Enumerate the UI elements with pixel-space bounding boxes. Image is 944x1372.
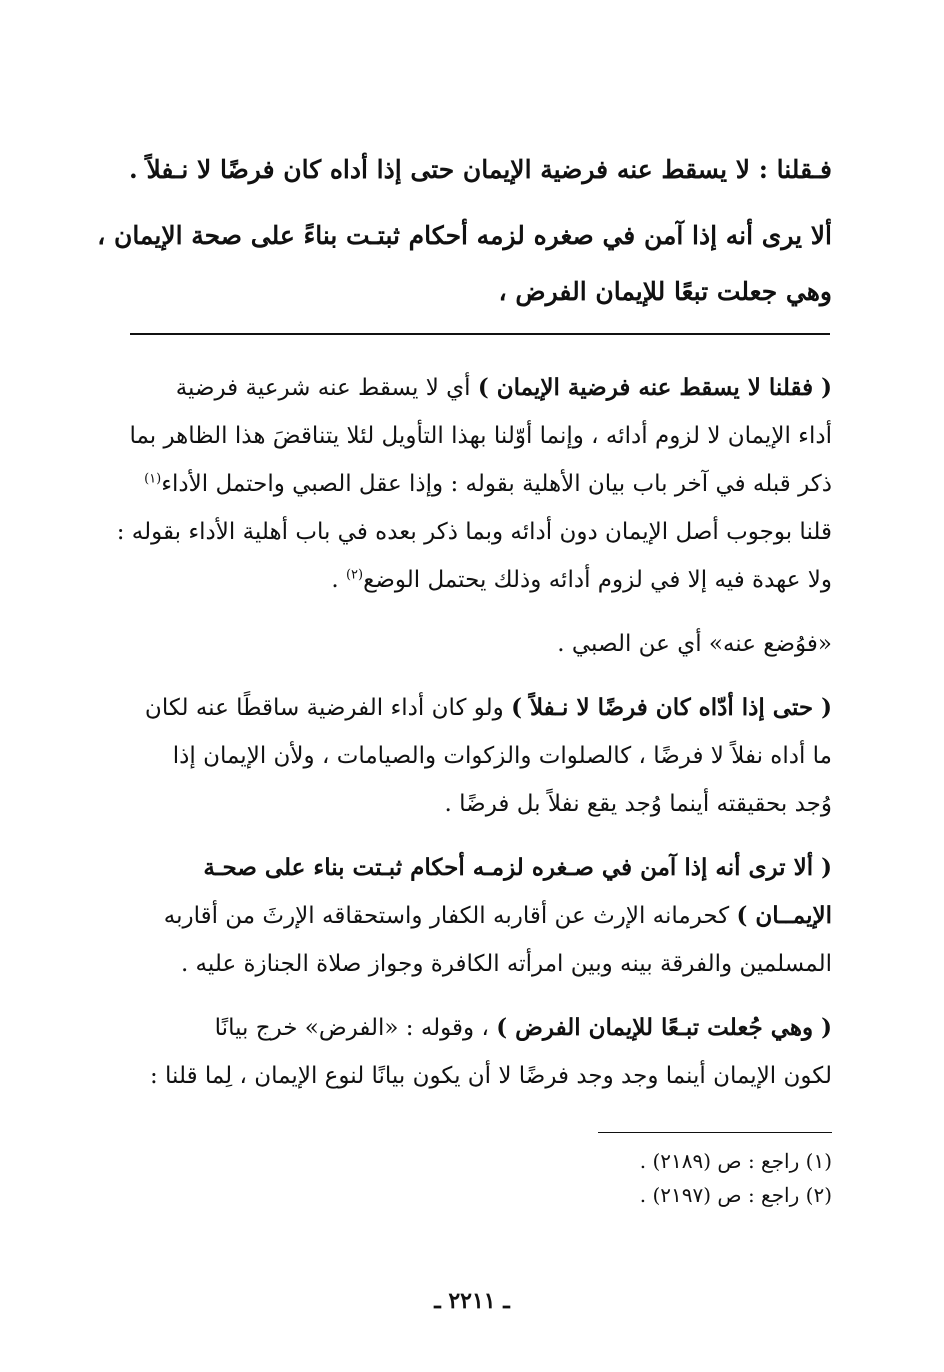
quoted-matn: ( حتى إذا أدّاه كان فرضًا لا نـفلاً ): [511, 694, 832, 721]
commentary-block: [102, 364, 832, 1116]
commentary-paragraph-5: [102, 1004, 832, 1100]
quoted-matn: ( وهي جُعلت تبـعًا للإيمان الفرض ): [496, 1014, 832, 1041]
commentary-text: ولو كان أداء الفرضية ساقطًا عنه لكان: [144, 695, 512, 721]
quoted-matn: ( فقلنا لا يسقط عنه فرضية الإيمان ): [477, 374, 832, 401]
quoted-matn: الإيمــان ): [736, 902, 832, 929]
commentary-p3-line-2: ما أداه نفلاً لا فرضًا ، كالصلوات والزكوات والصيامات ، ولأن الإيمان إذا: [172, 743, 832, 769]
footnote-separator: [598, 1132, 832, 1133]
commentary-p1-line-3: [102, 460, 832, 508]
commentary-p1-line-1: [102, 364, 832, 412]
footnote-2: (٢) راجع : ص (٢١٩٧) .: [639, 1183, 832, 1207]
commentary-text: ذكر قبله في آخر باب بيان الأهلية بقوله : وإذا عقل الصبي واحتمل الأداء: [161, 471, 832, 497]
footnotes: [432, 1144, 832, 1212]
matn-block: [97, 142, 832, 320]
commentary-paragraph-4: [102, 844, 832, 988]
commentary-text: ، وقوله : «الفرض» خرج بيانًا: [214, 1015, 497, 1041]
commentary-text: .: [331, 567, 346, 593]
matn-line-2: ألا يرى أنه إذا آمن في صغره لزمه أحكام ثبتـت بناءً على صحة الإيمان ،: [97, 221, 832, 250]
footnote-marker-1: (١): [144, 471, 162, 487]
separator-rule: [130, 333, 830, 335]
page-number: ـ ٢٢١١ ـ: [434, 1288, 510, 1314]
footnote-1: (١) راجع : ص (٢١٨٩) .: [639, 1149, 832, 1173]
commentary-text: ولا عهدة فيه إلا في لزوم أدائه وذلك يحتمل الوضع: [363, 567, 832, 593]
commentary-p3-line-1: [102, 684, 832, 732]
commentary-p4-line-2: [102, 892, 832, 940]
commentary-p3-line-3: وُجد بحقيقته أينما وُجد يقع نفلاً بل فرضًا .: [444, 791, 832, 817]
commentary-p1-line-2: أداء الإيمان لا لزوم أدائه ، وإنما أوّلنا بهذا التأويل لئلا يتناقضَ هذا الظاهر بما: [129, 423, 832, 449]
commentary-paragraph-2: [102, 620, 832, 668]
commentary-p1-line-5: [102, 556, 832, 604]
commentary-text: أي لا يسقط عنه شرعية فرضية: [175, 375, 478, 401]
matn-line-1: فـقلنا : لا يسقط عنه فرضية الإيمان حتى إذا أداه كان فرضًا لا نـفلاً .: [129, 155, 832, 184]
commentary-p4-line-1: ( ألا ترى أنه إذا آمن في صـغره لزمـه أحكام ثبـتت بناء على صحـة: [203, 854, 832, 881]
commentary-p1-line-4: قلنا بوجوب أصل الإيمان دون أدائه وبما ذكر بعده في باب أهلية الأداء بقوله :: [116, 519, 832, 545]
footnote-marker-2: (٢): [345, 567, 364, 583]
commentary-p2-line-1: «فوُضع عنه» أي عن الصبي .: [557, 631, 832, 657]
commentary-paragraph-1: [102, 364, 832, 604]
commentary-p5-line-2: لكون الإيمان أينما وجد وجد فرضًا لا أن يكون بيانًا لنوع الإيمان ، لِما قلنا :: [149, 1063, 832, 1089]
commentary-p4-line-3: المسلمين والفرقة بينه وبين امرأته الكافرة وجواز صلاة الجنازة عليه .: [180, 951, 832, 977]
commentary-text: كحرمانه الإرث عن أقاربه الكفار واستحقاقه الإرثَ من أقاربه: [163, 903, 737, 929]
matn-line-3: وهي جعلت تبعًا للإيمان الفرض ،: [498, 277, 832, 306]
commentary-paragraph-3: [102, 684, 832, 828]
commentary-p5-line-1: [102, 1004, 832, 1052]
